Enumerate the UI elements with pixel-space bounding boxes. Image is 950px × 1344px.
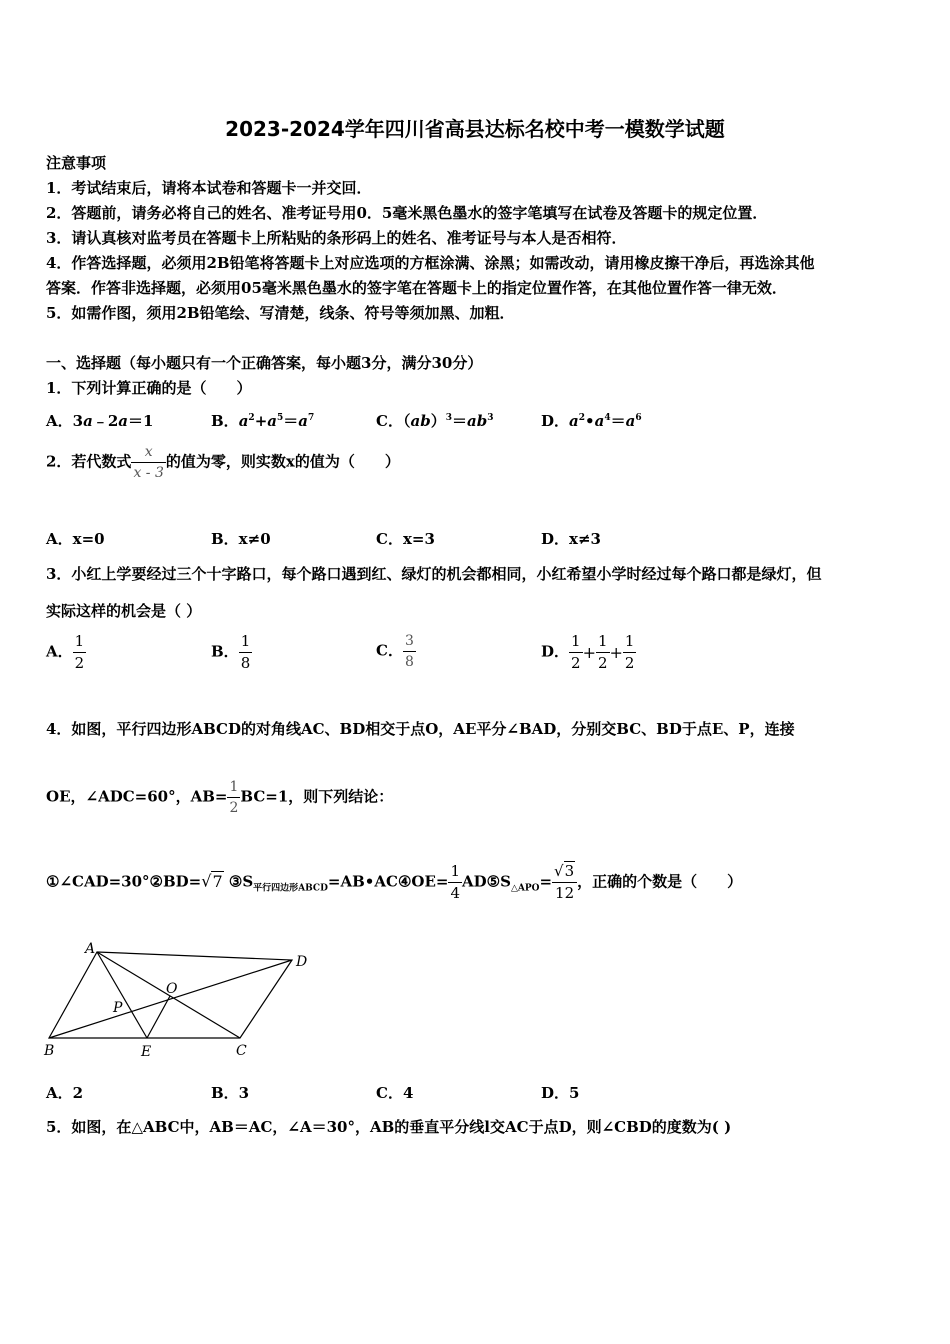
question-3-stem-cont: 实际这样的机会是（ ） <box>46 602 202 620</box>
notice-item: 3．请认真核对监考员在答题卡上所粘贴的条形码上的姓名、准考证号与本人是否相符． <box>46 229 627 247</box>
label-d: D <box>296 954 308 970</box>
parallelogram-figure <box>40 935 330 1065</box>
q4-option-c: C．4 <box>376 1084 414 1102</box>
question-2-stem: 2．若代数式 $\frac{x}{x - 3}$ 的值为零，则实数x的值为（ ） <box>46 444 400 481</box>
label-b: B <box>44 1043 55 1059</box>
fraction: $\frac{x}{x - 3}$ <box>133 444 164 481</box>
notice-item: 1．考试结束后，请将本试卷和答题卡一并交回． <box>46 179 372 197</box>
question-1-stem: 1．下列计算正确的是（ ） <box>46 379 252 397</box>
bisector-ae <box>97 952 147 1038</box>
q3-option-a: A． $\frac{1}{2}$ <box>46 632 85 672</box>
question-3-stem: 3．小红上学要经过三个十字路口，每个路口遇到红、绿灯的机会都相同，小红希望小学时经过每个路口都是绿灯，但 <box>46 565 822 583</box>
q1-option-d: D．$a^2•a^4=a^6$ <box>541 412 642 430</box>
q1-option-a: A．3a﹣2a＝1 <box>46 412 154 430</box>
q1-option-b: B．$a^2+a^5=a^7$ <box>211 412 315 430</box>
question-4-conclusions: ①∠CAD=30°②BD=√7 $③S_{平行四边形ABCD}=AB•AC④OE=$ $\frac{1}{4}$ $AD⑤S_{\triangle APO}=$ $\frac{√3}{12}$ ，正确的个数是（ ） <box>46 862 743 902</box>
q2-option-b: B．x≠0 <box>211 530 271 548</box>
q2-option-a: A．x=0 <box>46 530 105 548</box>
question-4-stem: 4．如图，平行四边形ABCD的对角线AC、BD相交于点O，AE平分∠BAD，分别交BC、BD于点E、P，连接 <box>46 720 795 738</box>
notice-item: 4．作答选择题，必须用2B铅笔将答题卡上对应选项的方框涂满、涂黑；如需改动，请用橡皮擦干净后，再选涂其他 <box>46 254 815 272</box>
q4-option-b: B．3 <box>211 1084 250 1102</box>
sqrt-symbol: √7 <box>201 871 223 891</box>
q2-option-d: D．x≠3 <box>541 530 601 548</box>
q3-option-b: B． $\frac{1}{8}$ <box>211 632 251 672</box>
question-4-condition: OE，∠ADC=60°，AB= $\frac{1}{2}$ BC=1，则下列结论： <box>46 779 394 816</box>
label-o: O <box>166 981 178 997</box>
question-5-stem: 5．如图，在△ABC中，AB＝AC，∠A＝30°，AB的垂直平分线l交AC于点D，则∠CBD的度数为( ) <box>46 1118 732 1136</box>
q2-option-c: C．x=3 <box>376 530 435 548</box>
label-e: E <box>141 1044 152 1060</box>
exam-title: 2023-2024学年四川省高县达标名校中考一模数学试题 <box>225 117 725 141</box>
label-a: A <box>85 941 96 957</box>
notice-item: 答案．作答非选择题，必须用05毫米黑色墨水的签字笔在答题卡上的指定位置作答，在其他位置作答一律无效． <box>46 279 787 297</box>
notice-item: 5．如需作图，须用2B铅笔绘、写清楚，线条、符号等须加黑、加粗． <box>46 304 515 322</box>
q4-option-d: D．5 <box>541 1084 580 1102</box>
q3-option-c: C． $\frac{3}{8}$ <box>376 633 414 670</box>
q3-option-d: D． $\frac{1}{2}$ + $\frac{1}{2}$ + $\frac{1}{2}$ <box>541 632 635 672</box>
section-heading: 一、选择题（每小题只有一个正确答案，每小题3分，满分30分） <box>46 354 483 372</box>
label-c: C <box>236 1043 247 1059</box>
q4-option-a: A．2 <box>46 1084 84 1102</box>
q1-option-c: C．$(ab)^3=ab^3$ <box>376 412 494 430</box>
notice-heading: 注意事项 <box>46 154 107 172</box>
label-p: P <box>113 1000 123 1016</box>
notice-item: 2．答题前，请务必将自己的姓名、准考证号用0．5毫米黑色墨水的签字笔填写在试卷及答题卡的规定位置． <box>46 204 768 222</box>
